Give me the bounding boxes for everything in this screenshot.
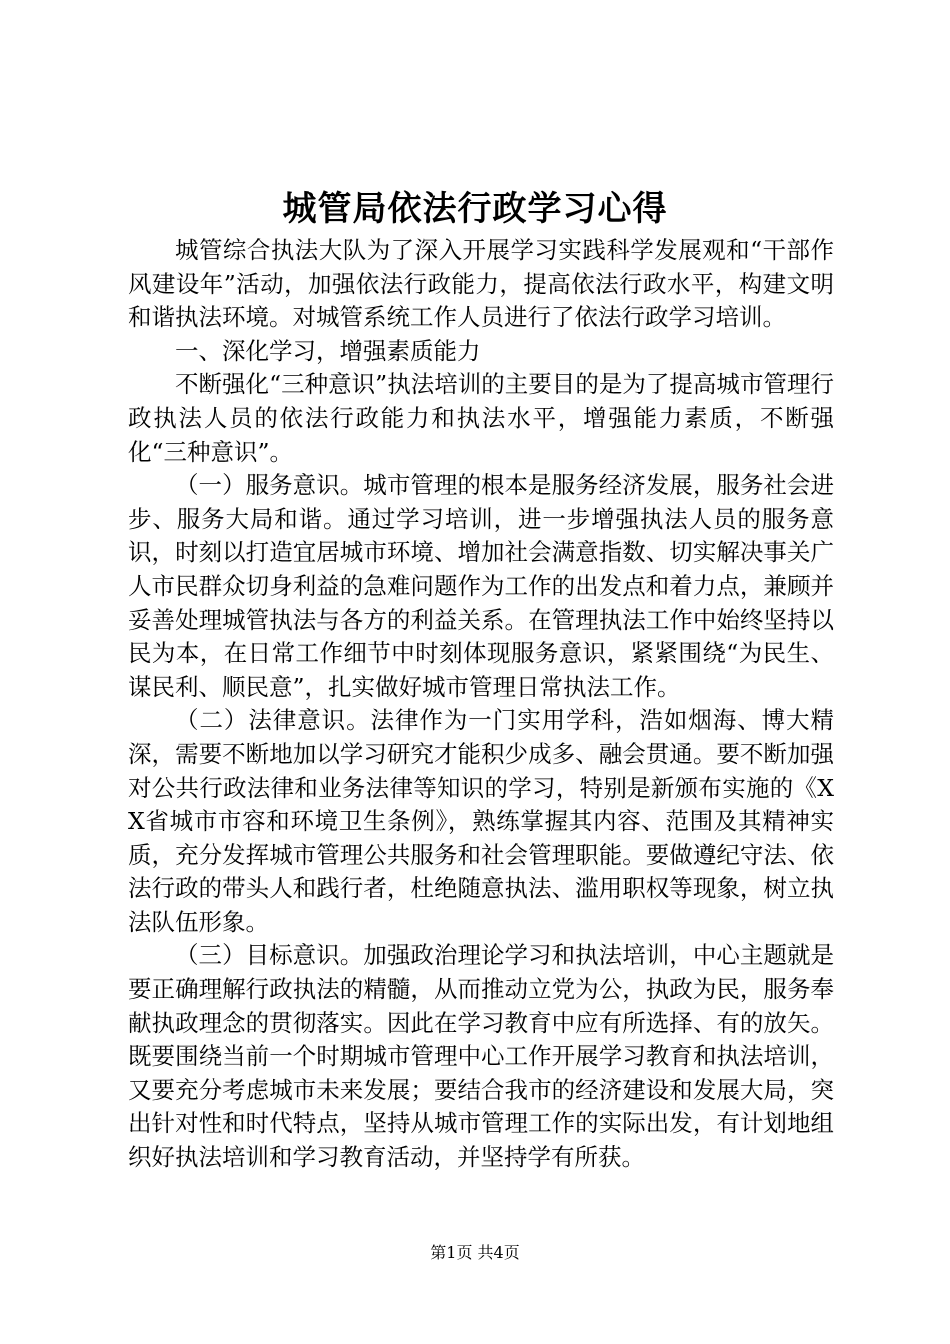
document-title: 城管局依法行政学习心得 — [282, 189, 668, 229]
goal-awareness-paragraph: （三）目标意识。加强政治理论学习和执法培训，中心主题就是要正确理解行政执法的精髓，从而推动立党为公，执政为民，服务奉献执政理念的贯彻落实。因此在学习教育中应有所选择、有的放矢。既要围绕当前一个时期城市管理中心工作开展学习教育和执法培训，又要充分考虑城市未来发展；要结合我市的经济建设和发展大局，突出针对性和时代特点，坚持从城市管理工作的实际出发，有计划地组织好执法培训和学习教育活动，并坚持学有所获。 — [128, 941, 834, 1172]
document-body — [128, 234, 834, 1175]
page-total: 共4页 — [477, 1243, 520, 1262]
intro-paragraph: 城管综合执法大队为了深入开展学习实践科学发展观和“干部作风建设年”活动，加强依法行政能力，提高依法行政水平，构建文明和谐执法环境。对城管系统工作人员进行了依法行政学习培训。 — [128, 236, 834, 332]
section-intro-paragraph: 不断强化“三种意识”执法培训的主要目的是为了提高城市管理行政执法人员的依法行政能力和执法水平，增强能力素质，不断强化“三种意识”。 — [128, 370, 834, 466]
service-awareness-paragraph: （一）服务意识。城市管理的根本是服务经济发展，服务社会进步、服务大局和谐。通过学习培训，进一步增强执法人员的服务意识，时刻以打造宜居城市环境、增加社会满意指数、切实解决事关广人市民群众切身利益的急难问题作为工作的出发点和着力点，兼顾并妥善处理城管执法与各方的利益关系。在管理执法工作中始终坚持以民为本，在日常工作细节中时刻体现服务意识，紧紧围绕“为民生、谋民利、顺民意”，扎实做好城市管理日常执法工作。 — [128, 471, 834, 701]
page-footer — [0, 1242, 950, 1264]
section-heading: 一、深化学习，增强素质能力 — [175, 336, 481, 365]
page-number: 第1页 — [430, 1243, 473, 1262]
legal-awareness-paragraph: （二）法律意识。法律作为一门实用学科，浩如烟海、博大精深，需要不断地加以学习研究才能积少成多、融会贯通。要不断加强对公共行政法律和业务法律等知识的学习，特别是新颁布实施的《XX省城市市容和环境卫生条例》，熟练掌握其内容、范围及其精神实质，充分发挥城市管理公共服务和社会管理职能。要做遵纪守法、依法行政的带头人和践行者，杜绝随意执法、滥用职权等现象，树立执法队伍形象。 — [128, 706, 834, 936]
